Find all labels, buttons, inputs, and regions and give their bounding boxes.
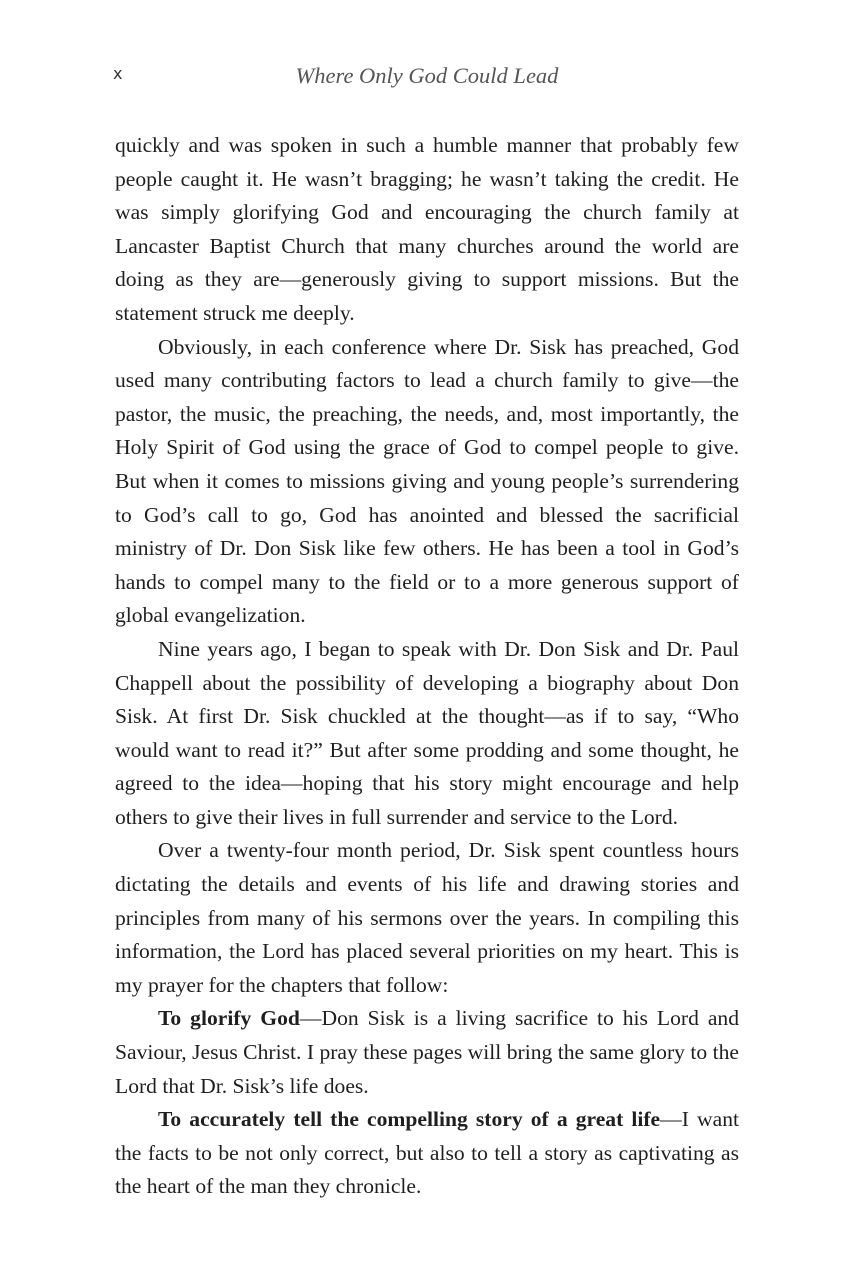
page-header [0, 60, 853, 100]
body-text [115, 129, 739, 1204]
paragraph-text: Over a twenty-four month period, Dr. Sisk spent countless hours dictating the details and events of his life and drawing stories and principles from many of his sermons over the years. In compiling this information, the Lord has placed several priorities on my heart. This is my prayer for the chapters that follow: [115, 838, 739, 997]
paragraph-lead-bold: To glorify God [158, 1006, 300, 1031]
paragraph [115, 834, 739, 1002]
paragraph-text: —Don Sisk is a living sacrifice to his Lord and Saviour, Jesus Christ. I pray these pages will bring the same glory to the Lord that Dr. Sisk’s life does. [115, 1006, 739, 1098]
paragraph-text: Nine years ago, I began to speak with Dr. Don Sisk and Dr. Paul Chappell about the possibility of developing a biography about Don Sisk. At first Dr. Sisk chuckled at the thought—as if to say, “Who would want to read it?” But after some prodding and some thought, he agreed to the idea—hoping that his story might encourage and help others to give their lives in full surrender and service to the Lord. [115, 636, 739, 829]
paragraph-text: Obviously, in each conference where Dr. Sisk has preached, God used many contributing factors to lead a church family to give—the pastor, the music, the preaching, the needs, and, most importantly, the Holy Spirit of God using the grace of God to compel people to give. But when it comes to missions giving and young people’s surrendering to God’s call to go, God has anointed and blessed the sacrificial ministry of Dr. Don Sisk like few others. He has been a tool in God’s hands to compel many to the field or to a more generous support of global evangelization. [115, 334, 739, 628]
paragraph [115, 633, 739, 835]
paragraph-lead-bold: To accurately tell the compelling story of a great life [158, 1107, 661, 1132]
paragraph [115, 331, 739, 633]
paragraph-text: —I want the facts to be not only correct, but also to tell a story as captivating as the heart of the man they chronicle. [115, 1107, 739, 1199]
page-number: x [113, 64, 123, 83]
paragraph-priority-story [115, 1103, 739, 1204]
running-head-title: Where Only God Could Lead [295, 63, 559, 88]
paragraph-text: quickly and was spoken in such a humble manner that probably few people caught it. He wasn’t bragging; he wasn’t taking the credit. He was simply glorifying God and encouraging the church family at Lancaster Baptist Church that many churches around the world are doing as they are—generously giving to support missions. But the statement struck me deeply. [115, 133, 739, 325]
running-head [0, 63, 853, 89]
paragraph-priority-glorify [115, 1002, 739, 1103]
paragraph [115, 129, 739, 331]
